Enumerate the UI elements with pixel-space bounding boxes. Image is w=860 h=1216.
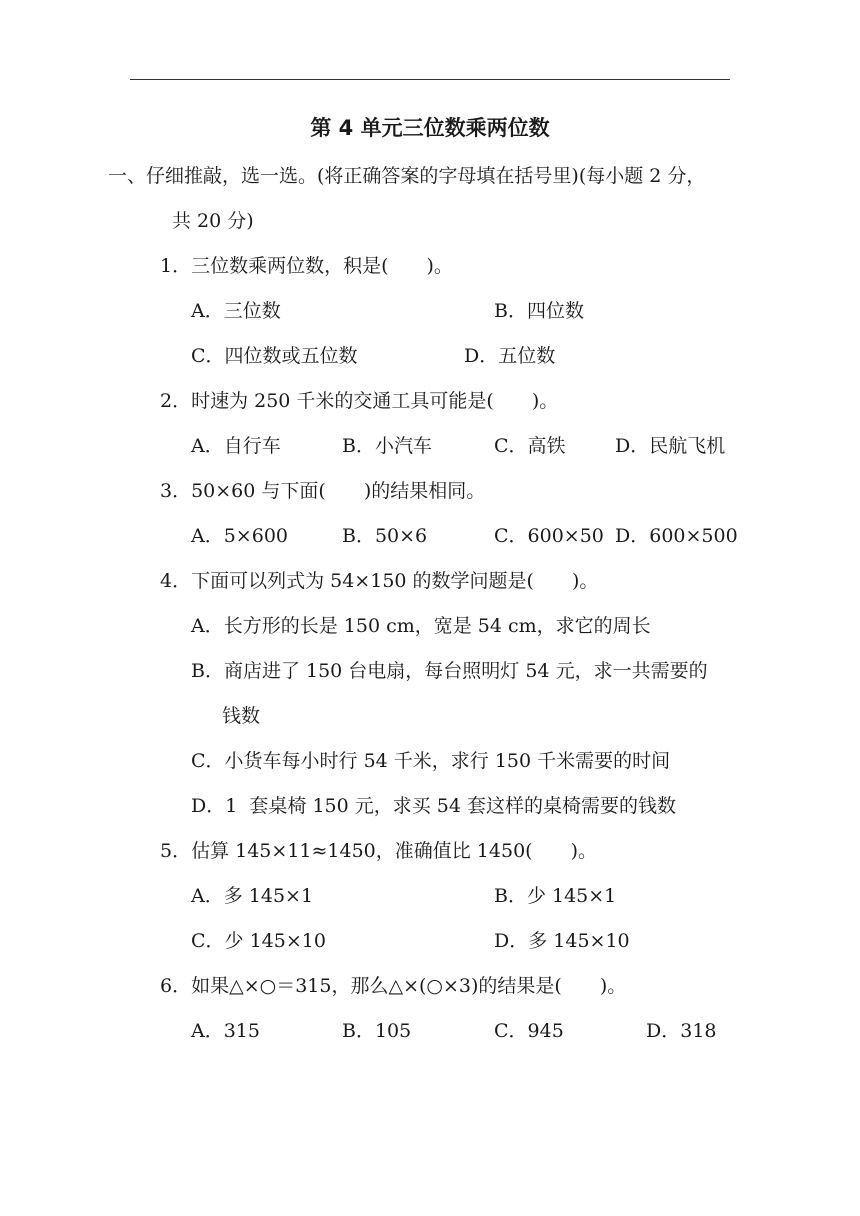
question-6-option-a: A．315 bbox=[191, 1020, 260, 1042]
question-1-option-b: B．四位数 bbox=[494, 300, 584, 322]
question-4-option-b: B．商店进了 150 台电扇，每台照明灯 54 元，求一共需要的 bbox=[191, 660, 708, 682]
question-5-option-a: A．多 145×1 bbox=[191, 885, 314, 907]
question-1-option-c: C．四位数或五位数 bbox=[191, 345, 358, 367]
question-2-option-d: D．民航飞机 bbox=[615, 435, 726, 457]
section-heading-continued: 共 20 分) bbox=[172, 210, 254, 232]
question-6-option-d: D．318 bbox=[646, 1020, 717, 1042]
question-2-stem: 2．时速为 250 千米的交通工具可能是( )。 bbox=[160, 390, 559, 412]
question-3-option-a: A．5×600 bbox=[191, 525, 288, 547]
question-3-stem: 3．50×60 与下面( )的结果相同。 bbox=[160, 480, 486, 502]
question-2-option-b: B．小汽车 bbox=[342, 435, 432, 457]
question-1-stem: 1．三位数乘两位数，积是( )。 bbox=[160, 255, 453, 277]
question-2-option-a: A．自行车 bbox=[191, 435, 281, 457]
question-4-option-d: D．1 套桌椅 150 元，求买 54 套这样的桌椅需要的钱数 bbox=[191, 795, 677, 817]
question-6-option-b: B．105 bbox=[342, 1020, 412, 1042]
question-5-option-d: D．多 145×10 bbox=[494, 930, 630, 952]
question-6-stem: 6．如果△×○＝315，那么△×(○×3)的结果是( )。 bbox=[160, 975, 627, 997]
page-title: 第 4 单元三位数乘两位数 bbox=[310, 116, 550, 140]
question-1-option-d: D．五位数 bbox=[464, 345, 556, 367]
question-1-option-a: A．三位数 bbox=[191, 300, 281, 322]
question-5-stem: 5．估算 145×11≈1450，准确值比 1450( )。 bbox=[160, 840, 597, 862]
question-4-option-a: A．长方形的长是 150 cm，宽是 54 cm，求它的周长 bbox=[191, 615, 651, 637]
question-5-option-c: C．少 145×10 bbox=[191, 930, 326, 952]
question-4-stem: 4．下面可以列式为 54×150 的数学问题是( )。 bbox=[160, 570, 599, 592]
header-rule bbox=[130, 79, 730, 80]
question-3-option-c: C．600×50 bbox=[494, 525, 604, 547]
question-3-option-b: B．50×6 bbox=[342, 525, 428, 547]
question-4-option-c: C．小货车每小时行 54 千米，求行 150 千米需要的时间 bbox=[191, 750, 671, 772]
question-4-option-b-continued: 钱数 bbox=[222, 705, 261, 727]
question-6-option-c: C．945 bbox=[494, 1020, 564, 1042]
question-5-option-b: B．少 145×1 bbox=[494, 885, 617, 907]
question-2-option-c: C．高铁 bbox=[494, 435, 566, 457]
section-heading: 一、仔细推敲，选一选。(将正确答案的字母填在括号里)(每小题 2 分， bbox=[108, 165, 706, 187]
question-3-option-d: D．600×500 bbox=[615, 525, 738, 547]
